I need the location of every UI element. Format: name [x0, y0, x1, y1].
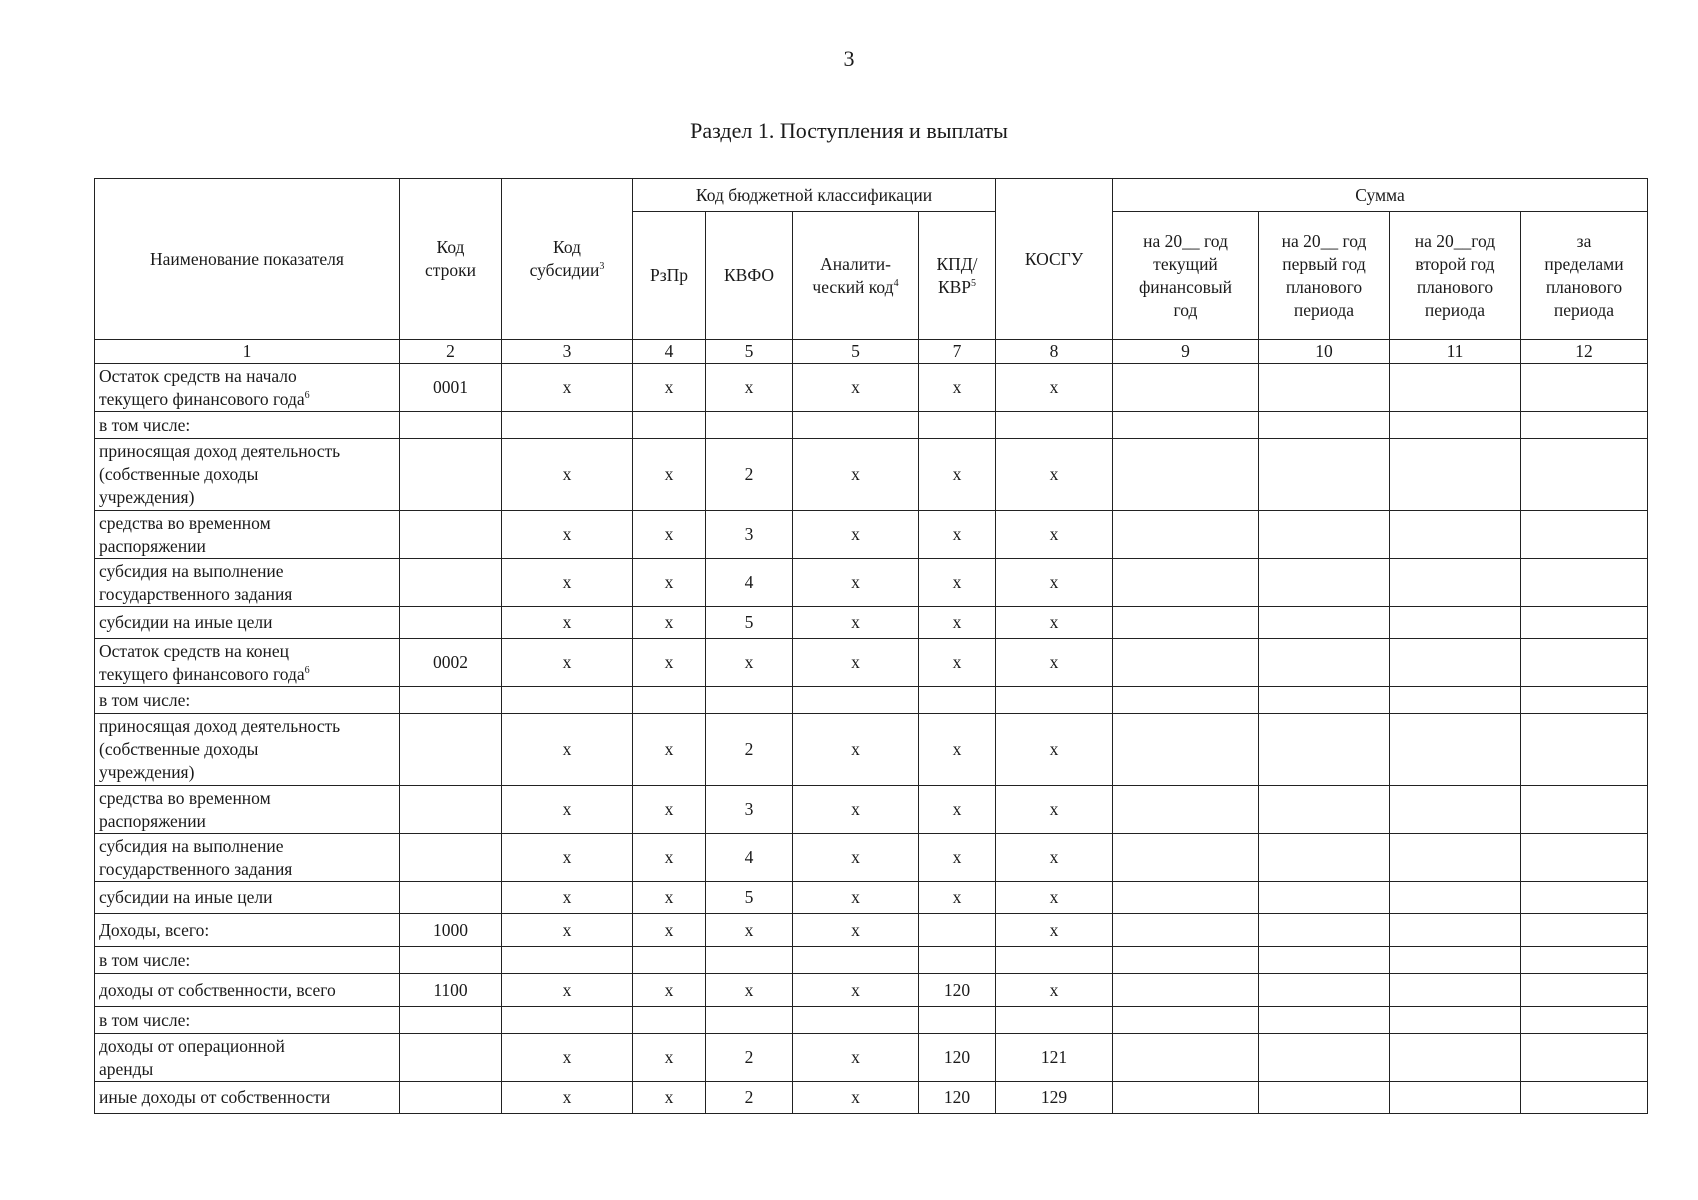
cell-kosgu: 121: [996, 1034, 1113, 1082]
cell-subsidy-code: x: [502, 439, 633, 511]
cell-sum-empty: [1113, 974, 1259, 1007]
cell-sum-empty: [1259, 786, 1390, 834]
column-number: 5: [793, 340, 919, 364]
cell-kvfo: [706, 412, 793, 439]
cell-kosgu: [996, 1007, 1113, 1034]
cell-sum-empty: [1259, 974, 1390, 1007]
row-name: Остаток средств на начало текущего финансового года$^6$: [95, 364, 400, 412]
cell-sum-empty: [1259, 687, 1390, 714]
cell-sum-empty: [1113, 1034, 1259, 1082]
table-row: [95, 607, 1648, 639]
cell-kpd-kvr: x: [919, 639, 996, 687]
cell-kpd-kvr: x: [919, 511, 996, 559]
row-name: в том числе:: [95, 947, 400, 974]
cell-rzpr: x: [633, 607, 706, 639]
cell-analytic-code: x: [793, 914, 919, 947]
cell-sum-empty: [1390, 882, 1521, 914]
cell-sum-empty: [1259, 1034, 1390, 1082]
cell-kosgu: x: [996, 639, 1113, 687]
row-name: субсидия на выполнение государственного задания: [95, 834, 400, 882]
cell-kpd-kvr: x: [919, 364, 996, 412]
row-name: средства во временном распоряжении: [95, 786, 400, 834]
cell-kvfo: 5: [706, 607, 793, 639]
column-number: 11: [1390, 340, 1521, 364]
header-sum-current-year: на 20__ год текущий финансовый год: [1113, 212, 1259, 340]
cell-sum-empty: [1390, 834, 1521, 882]
cell-sum-empty: [1259, 559, 1390, 607]
row-line-code: [400, 607, 502, 639]
cell-kpd-kvr: [919, 687, 996, 714]
cell-kosgu: x: [996, 834, 1113, 882]
row-line-code: [400, 1034, 502, 1082]
cell-analytic-code: x: [793, 511, 919, 559]
header-sum-beyond-plan: за пределами планового периода: [1521, 212, 1648, 340]
cell-sum-empty: [1113, 786, 1259, 834]
cell-kpd-kvr: 120: [919, 974, 996, 1007]
row-line-code: [400, 412, 502, 439]
cell-sum-empty: [1521, 511, 1648, 559]
cell-analytic-code: x: [793, 786, 919, 834]
row-line-code: [400, 511, 502, 559]
cell-sum-empty: [1113, 714, 1259, 786]
cell-kosgu: x: [996, 714, 1113, 786]
header-name: Наименование показателя: [95, 179, 400, 340]
cell-sum-empty: [1113, 559, 1259, 607]
cell-kosgu: x: [996, 559, 1113, 607]
table-row: [95, 834, 1648, 882]
cell-sum-empty: [1521, 364, 1648, 412]
column-number-row: [95, 340, 1648, 364]
row-line-code: 0002: [400, 639, 502, 687]
cell-sum-empty: [1390, 947, 1521, 974]
header-analytic: Аналити- ческий код$^4$: [793, 212, 919, 340]
cell-subsidy-code: x: [502, 511, 633, 559]
cell-sum-empty: [1390, 364, 1521, 412]
cell-analytic-code: [793, 947, 919, 974]
cell-kosgu: [996, 687, 1113, 714]
cell-subsidy-code: x: [502, 882, 633, 914]
row-name: приносящая доход деятельность (собственные доходы учреждения): [95, 439, 400, 511]
row-name: в том числе:: [95, 412, 400, 439]
row-line-code: 1100: [400, 974, 502, 1007]
column-number: 7: [919, 340, 996, 364]
table-row: [95, 412, 1648, 439]
cell-sum-empty: [1259, 947, 1390, 974]
cell-kpd-kvr: [919, 412, 996, 439]
column-number: 10: [1259, 340, 1390, 364]
cell-sum-empty: [1259, 412, 1390, 439]
cell-sum-empty: [1521, 834, 1648, 882]
cell-kosgu: x: [996, 364, 1113, 412]
row-line-code: [400, 714, 502, 786]
row-name: иные доходы от собственности: [95, 1082, 400, 1114]
table-row: [95, 559, 1648, 607]
cell-sum-empty: [1259, 1007, 1390, 1034]
column-number: 9: [1113, 340, 1259, 364]
header-budget-classification: Код бюджетной классификации: [633, 179, 996, 212]
cell-rzpr: x: [633, 364, 706, 412]
cell-kpd-kvr: x: [919, 607, 996, 639]
column-number: 12: [1521, 340, 1648, 364]
cell-sum-empty: [1113, 439, 1259, 511]
cell-kosgu: x: [996, 882, 1113, 914]
cell-sum-empty: [1390, 714, 1521, 786]
cell-rzpr: x: [633, 559, 706, 607]
cell-sum-empty: [1521, 786, 1648, 834]
row-line-code: [400, 786, 502, 834]
cell-sum-empty: [1113, 639, 1259, 687]
cell-subsidy-code: x: [502, 1082, 633, 1114]
row-line-code: [400, 882, 502, 914]
cell-analytic-code: x: [793, 607, 919, 639]
cell-kosgu: x: [996, 511, 1113, 559]
table-row: [95, 511, 1648, 559]
cell-kpd-kvr: x: [919, 834, 996, 882]
cell-rzpr: x: [633, 639, 706, 687]
cell-sum-empty: [1113, 607, 1259, 639]
cell-kvfo: 2: [706, 1082, 793, 1114]
cell-kvfo: x: [706, 639, 793, 687]
header-rzpr: РзПр: [633, 212, 706, 340]
row-line-code: 0001: [400, 364, 502, 412]
cell-subsidy-code: x: [502, 914, 633, 947]
cell-subsidy-code: [502, 412, 633, 439]
table-row: [95, 914, 1648, 947]
row-name: в том числе:: [95, 687, 400, 714]
cell-subsidy-code: x: [502, 1034, 633, 1082]
cell-subsidy-code: x: [502, 559, 633, 607]
cell-sum-empty: [1521, 1082, 1648, 1114]
row-name: Доходы, всего:: [95, 914, 400, 947]
column-number: 3: [502, 340, 633, 364]
cell-kosgu: x: [996, 786, 1113, 834]
cell-kosgu: x: [996, 439, 1113, 511]
cell-sum-empty: [1113, 882, 1259, 914]
cell-sum-empty: [1521, 639, 1648, 687]
row-line-code: 1000: [400, 914, 502, 947]
cell-kpd-kvr: x: [919, 714, 996, 786]
row-name: субсидия на выполнение государственного задания: [95, 559, 400, 607]
cell-kpd-kvr: [919, 1007, 996, 1034]
row-name: средства во временном распоряжении: [95, 511, 400, 559]
cell-kvfo: [706, 947, 793, 974]
row-name: субсидии на иные цели: [95, 882, 400, 914]
cell-sum-empty: [1113, 364, 1259, 412]
row-name: доходы от операционной аренды: [95, 1034, 400, 1082]
cell-sum-empty: [1113, 1007, 1259, 1034]
row-name: в том числе:: [95, 1007, 400, 1034]
header-kpd: КПД/ КВР$^5$: [919, 212, 996, 340]
table-row: [95, 439, 1648, 511]
cell-subsidy-code: x: [502, 974, 633, 1007]
cell-rzpr: [633, 687, 706, 714]
table-row: [95, 714, 1648, 786]
cell-rzpr: x: [633, 714, 706, 786]
row-line-code: [400, 687, 502, 714]
cell-rzpr: x: [633, 1082, 706, 1114]
table-body: [95, 364, 1648, 1114]
cell-kosgu: [996, 412, 1113, 439]
cell-rzpr: x: [633, 786, 706, 834]
cell-kvfo: 4: [706, 834, 793, 882]
cell-sum-empty: [1113, 1082, 1259, 1114]
cell-sum-empty: [1390, 439, 1521, 511]
table-row: [95, 1082, 1648, 1114]
row-line-code: [400, 559, 502, 607]
cell-rzpr: [633, 947, 706, 974]
cell-sum-empty: [1521, 687, 1648, 714]
cell-rzpr: x: [633, 834, 706, 882]
column-number: 2: [400, 340, 502, 364]
row-name: Остаток средств на конец текущего финансового года$^6$: [95, 639, 400, 687]
table-row: [95, 786, 1648, 834]
cell-sum-empty: [1521, 914, 1648, 947]
cell-sum-empty: [1259, 714, 1390, 786]
cell-rzpr: x: [633, 511, 706, 559]
section-title: Раздел 1. Поступления и выплаты: [690, 118, 1008, 143]
cell-subsidy-code: [502, 687, 633, 714]
cell-kvfo: 4: [706, 559, 793, 607]
cell-sum-empty: [1521, 1007, 1648, 1034]
row-name: приносящая доход деятельность (собственные доходы учреждения): [95, 714, 400, 786]
cell-kvfo: [706, 687, 793, 714]
cell-kosgu: 129: [996, 1082, 1113, 1114]
cell-kvfo: 2: [706, 1034, 793, 1082]
cell-sum-empty: [1259, 914, 1390, 947]
cell-kvfo: 3: [706, 511, 793, 559]
header-sum-first-plan-year: на 20__ год первый год планового периода: [1259, 212, 1390, 340]
row-line-code: [400, 439, 502, 511]
cell-kvfo: [706, 1007, 793, 1034]
cell-analytic-code: x: [793, 714, 919, 786]
cell-sum-empty: [1390, 559, 1521, 607]
row-name: доходы от собственности, всего: [95, 974, 400, 1007]
cell-kosgu: x: [996, 607, 1113, 639]
table-row: [95, 639, 1648, 687]
cell-sum-empty: [1113, 412, 1259, 439]
cell-sum-empty: [1259, 511, 1390, 559]
cell-kosgu: x: [996, 914, 1113, 947]
cell-subsidy-code: x: [502, 607, 633, 639]
header-kvfo: КВФО: [706, 212, 793, 340]
cell-sum-empty: [1390, 639, 1521, 687]
cell-sum-empty: [1521, 607, 1648, 639]
cell-sum-empty: [1521, 1034, 1648, 1082]
report-table: [94, 178, 1648, 1114]
cell-sum-empty: [1113, 511, 1259, 559]
cell-sum-empty: [1113, 947, 1259, 974]
cell-subsidy-code: x: [502, 714, 633, 786]
table-row: [95, 1007, 1648, 1034]
cell-kpd-kvr: x: [919, 882, 996, 914]
cell-kpd-kvr: 120: [919, 1034, 996, 1082]
cell-sum-empty: [1390, 1034, 1521, 1082]
cell-analytic-code: x: [793, 559, 919, 607]
cell-rzpr: [633, 1007, 706, 1034]
cell-analytic-code: x: [793, 1082, 919, 1114]
cell-sum-empty: [1390, 1082, 1521, 1114]
cell-rzpr: [633, 412, 706, 439]
cell-analytic-code: x: [793, 439, 919, 511]
cell-subsidy-code: [502, 947, 633, 974]
cell-sum-empty: [1113, 914, 1259, 947]
cell-sum-empty: [1390, 914, 1521, 947]
cell-kpd-kvr: x: [919, 439, 996, 511]
cell-sum-empty: [1259, 882, 1390, 914]
cell-kosgu: x: [996, 974, 1113, 1007]
cell-kpd-kvr: [919, 914, 996, 947]
cell-analytic-code: [793, 412, 919, 439]
cell-sum-empty: [1390, 412, 1521, 439]
column-number: 5: [706, 340, 793, 364]
header-row-1: [95, 179, 1648, 212]
table-row: [95, 974, 1648, 1007]
row-name: субсидии на иные цели: [95, 607, 400, 639]
cell-sum-empty: [1521, 412, 1648, 439]
header-sum-second-plan-year: на 20__год второй год планового периода: [1390, 212, 1521, 340]
cell-rzpr: x: [633, 439, 706, 511]
cell-sum-empty: [1521, 947, 1648, 974]
cell-subsidy-code: [502, 1007, 633, 1034]
cell-kvfo: x: [706, 914, 793, 947]
cell-sum-empty: [1521, 559, 1648, 607]
table-row: [95, 882, 1648, 914]
cell-rzpr: x: [633, 882, 706, 914]
cell-sum-empty: [1521, 974, 1648, 1007]
cell-sum-empty: [1390, 607, 1521, 639]
table-row: [95, 364, 1648, 412]
cell-kosgu: [996, 947, 1113, 974]
cell-analytic-code: x: [793, 974, 919, 1007]
row-line-code: [400, 1007, 502, 1034]
table-row: [95, 947, 1648, 974]
cell-analytic-code: [793, 1007, 919, 1034]
header-subsidy-code: Код субсидии$^3$: [502, 179, 633, 340]
cell-rzpr: x: [633, 1034, 706, 1082]
cell-sum-empty: [1390, 687, 1521, 714]
cell-sum-empty: [1259, 834, 1390, 882]
cell-analytic-code: x: [793, 639, 919, 687]
cell-sum-empty: [1390, 786, 1521, 834]
table-row: [95, 1034, 1648, 1082]
cell-subsidy-code: x: [502, 834, 633, 882]
cell-kvfo: 2: [706, 439, 793, 511]
column-number: 1: [95, 340, 400, 364]
cell-kpd-kvr: [919, 947, 996, 974]
cell-kvfo: x: [706, 974, 793, 1007]
cell-sum-empty: [1259, 639, 1390, 687]
cell-sum-empty: [1390, 974, 1521, 1007]
cell-kpd-kvr: 120: [919, 1082, 996, 1114]
page-number: 3: [843, 46, 855, 71]
column-number: 8: [996, 340, 1113, 364]
cell-sum-empty: [1521, 882, 1648, 914]
cell-rzpr: x: [633, 974, 706, 1007]
cell-subsidy-code: x: [502, 639, 633, 687]
cell-sum-empty: [1390, 1007, 1521, 1034]
cell-kvfo: 2: [706, 714, 793, 786]
cell-sum-empty: [1390, 511, 1521, 559]
cell-rzpr: x: [633, 914, 706, 947]
cell-sum-empty: [1259, 1082, 1390, 1114]
cell-analytic-code: x: [793, 834, 919, 882]
header-sum: Сумма: [1113, 179, 1648, 212]
cell-analytic-code: x: [793, 364, 919, 412]
cell-sum-empty: [1521, 439, 1648, 511]
cell-kvfo: 5: [706, 882, 793, 914]
column-number: 4: [633, 340, 706, 364]
row-line-code: [400, 1082, 502, 1114]
cell-kpd-kvr: x: [919, 786, 996, 834]
cell-subsidy-code: x: [502, 364, 633, 412]
row-line-code: [400, 947, 502, 974]
cell-analytic-code: x: [793, 882, 919, 914]
table-row: [95, 687, 1648, 714]
cell-subsidy-code: x: [502, 786, 633, 834]
cell-analytic-code: [793, 687, 919, 714]
row-line-code: [400, 834, 502, 882]
cell-sum-empty: [1259, 439, 1390, 511]
cell-sum-empty: [1521, 714, 1648, 786]
cell-sum-empty: [1113, 687, 1259, 714]
cell-sum-empty: [1259, 607, 1390, 639]
cell-sum-empty: [1259, 364, 1390, 412]
cell-kvfo: x: [706, 364, 793, 412]
header-kosgu: КОСГУ: [996, 179, 1113, 340]
header-line-code: Код строки: [400, 179, 502, 340]
cell-kvfo: 3: [706, 786, 793, 834]
cell-analytic-code: x: [793, 1034, 919, 1082]
cell-sum-empty: [1113, 834, 1259, 882]
cell-kpd-kvr: x: [919, 559, 996, 607]
